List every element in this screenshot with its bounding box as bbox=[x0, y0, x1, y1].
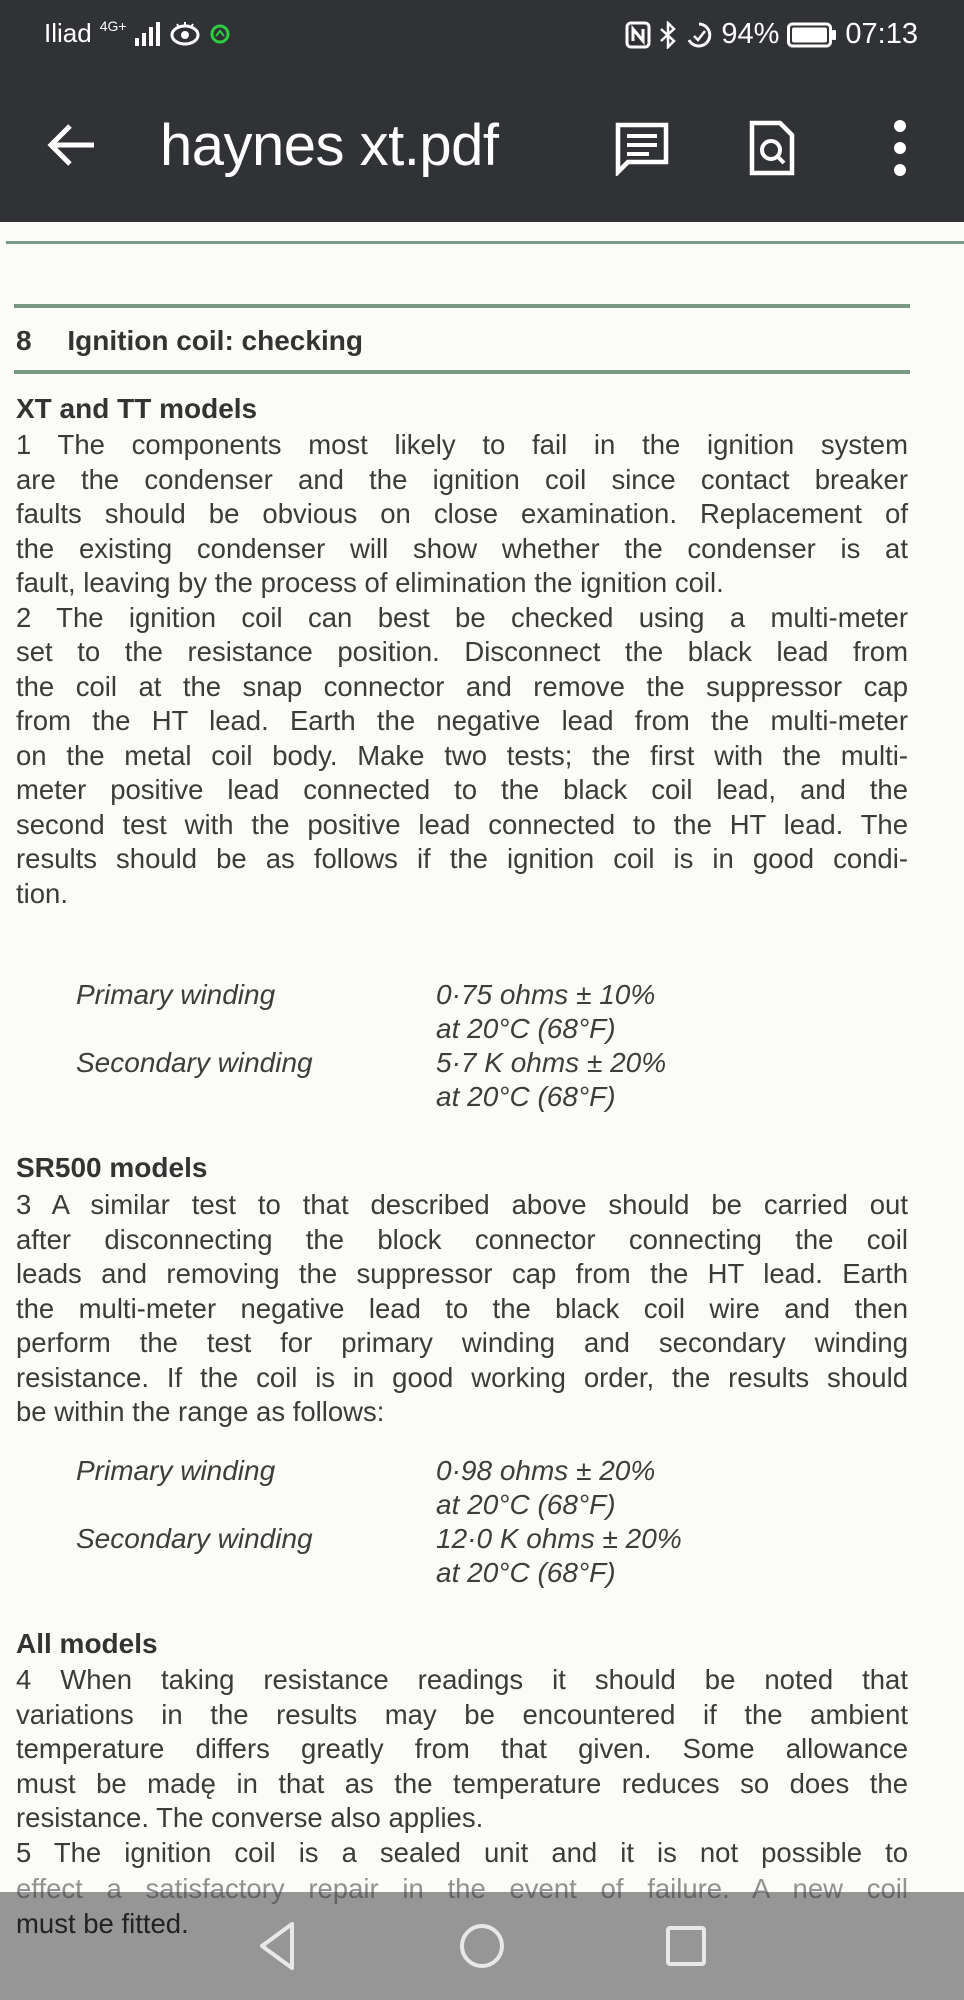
battery-icon bbox=[787, 22, 837, 48]
paragraph-line: results should be as follows if the ignition coil is in good condi- bbox=[16, 843, 908, 874]
paragraph-line: 1 The components most likely to fail in the ignition system bbox=[16, 429, 908, 460]
paragraph-line: must be fitted. bbox=[16, 1907, 189, 1939]
paragraph-line: 4 When taking resistance readings it should be noted that bbox=[16, 1664, 908, 1695]
paragraph-line: after disconnecting the block connector connecting the coil bbox=[16, 1223, 908, 1255]
spec-label: Primary winding bbox=[76, 979, 276, 1010]
document-title: haynes xt.pdf bbox=[160, 113, 499, 178]
back-triangle-icon[interactable] bbox=[248, 1916, 308, 1976]
spec-value: 0·75 ohms ± 10% bbox=[436, 979, 656, 1010]
carrier-label: Iliad bbox=[44, 18, 92, 48]
paragraph-line: the multi-meter negative lead to the black coil wire and then bbox=[16, 1292, 908, 1324]
spec-label: Secondary winding bbox=[76, 1047, 313, 1078]
paragraph-line: tion. bbox=[16, 877, 68, 909]
paragraph-line: perform the test for primary winding and secondary winding bbox=[16, 1327, 908, 1358]
battery-percent: 94% bbox=[721, 18, 780, 50]
paragraph-line: variations in the results may be encountered if the ambient bbox=[16, 1698, 908, 1730]
spec-value: 0·98 ohms ± 20% bbox=[436, 1455, 656, 1486]
app-notification-icon bbox=[209, 23, 231, 45]
section-heading bbox=[16, 325, 363, 357]
page-top-rule bbox=[6, 241, 964, 244]
spec-value: 5·7 K ohms ± 20% bbox=[436, 1047, 667, 1078]
eye-comfort-icon bbox=[169, 21, 201, 47]
spec-temperature: at 20°C (68°F) bbox=[436, 1557, 616, 1588]
paragraph-line: fault, leaving by the process of elimination the ignition coil. bbox=[16, 567, 724, 598]
app-bar bbox=[0, 70, 964, 222]
paragraph-line: 5 The ignition coil is a sealed unit and it is not possible to bbox=[16, 1836, 908, 1868]
all-models-heading: All models bbox=[16, 1628, 158, 1659]
paragraph-line: 3 A similar test to that described above should be carried out bbox=[16, 1189, 908, 1220]
clock: 07:13 bbox=[845, 18, 918, 50]
paragraph-line: the existing condenser will show whether the condenser is at bbox=[16, 532, 908, 564]
recents-square-icon[interactable] bbox=[656, 1916, 716, 1976]
sr500-models-heading: SR500 models bbox=[16, 1152, 208, 1183]
paragraph-line: resistance. If the coil is in good working order, the results should bbox=[16, 1361, 908, 1393]
paragraph-line: set to the resistance position. Disconnect the black lead from bbox=[16, 636, 908, 667]
spec-label: Primary winding bbox=[76, 1455, 276, 1486]
data-saver-icon bbox=[685, 21, 713, 49]
paragraph-line: must be madę in that as the temperature reduces so does the bbox=[16, 1767, 908, 1799]
paragraph-line: leads and removing the suppressor cap from the HT lead. Earth bbox=[16, 1258, 908, 1289]
paragraph-line: faults should be obvious on close examination. Replacement of bbox=[16, 498, 908, 529]
nfc-icon bbox=[625, 21, 651, 49]
section-title: Ignition coil: checking bbox=[67, 325, 363, 356]
text-view-icon[interactable] bbox=[614, 120, 670, 176]
home-circle-icon[interactable] bbox=[452, 1916, 512, 1976]
paragraph-line: the coil at the snap connector and remove the suppressor cap bbox=[16, 670, 908, 702]
signal-icon bbox=[135, 22, 161, 46]
paragraph-line: are the condenser and the ignition coil since contact breaker bbox=[16, 463, 908, 495]
search-document-icon[interactable] bbox=[744, 120, 800, 176]
back-arrow-icon[interactable] bbox=[46, 122, 98, 168]
xt-models-heading: XT and TT models bbox=[16, 393, 258, 424]
section-top-rule bbox=[14, 304, 910, 308]
pdf-page-view[interactable] bbox=[0, 222, 964, 1892]
paragraph-line: temperature differs greatly from that given. Some allowance bbox=[16, 1733, 908, 1764]
spec-label: Secondary winding bbox=[76, 1523, 313, 1554]
spec-temperature: at 20°C (68°F) bbox=[436, 1013, 616, 1044]
paragraph-line: 2 The ignition coil can best be checked using a multi-meter bbox=[16, 601, 908, 633]
paragraph-line: meter positive lead connected to the black coil lead, and the bbox=[16, 774, 908, 805]
spec-value: 12·0 K ohms ± 20% bbox=[436, 1523, 682, 1554]
more-vertical-icon[interactable] bbox=[872, 120, 928, 176]
navigation-bar bbox=[0, 1873, 964, 2000]
paragraph-line: second test with the positive lead connected to the HT lead. The bbox=[16, 808, 908, 840]
paragraph-line: resistance. The converse also applies. bbox=[16, 1802, 484, 1833]
section-bottom-rule bbox=[14, 370, 910, 374]
spec-temperature: at 20°C (68°F) bbox=[436, 1489, 616, 1520]
paragraph-line: on the metal coil body. Make two tests; the first with the multi- bbox=[16, 739, 908, 771]
paragraph-line: effect a satisfactory repair in the event of failure. A new coil bbox=[16, 1873, 908, 1904]
section-number: 8 bbox=[16, 325, 32, 356]
bluetooth-icon bbox=[659, 21, 677, 49]
status-bar bbox=[0, 0, 964, 70]
paragraph-line: from the HT lead. Earth the negative lead from the multi-meter bbox=[16, 705, 908, 736]
network-type: 4G+ bbox=[99, 17, 127, 34]
spec-temperature: at 20°C (68°F) bbox=[436, 1081, 616, 1112]
paragraph-line: be within the range as follows: bbox=[16, 1396, 385, 1427]
